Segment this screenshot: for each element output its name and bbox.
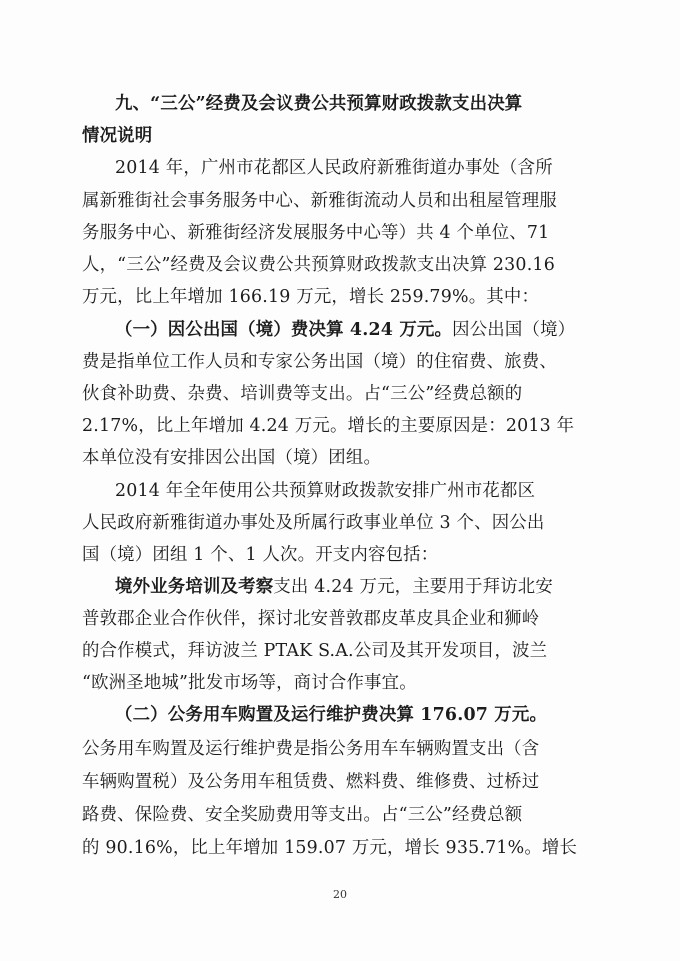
paragraph-line: 人，“三公”经费及会议费公共预算财政拨款支出决算 230.16 (82, 255, 555, 275)
paragraph-line: 2014 年全年使用公共预算财政拨款安排广州市花都区 (115, 481, 536, 501)
paragraph-line: 属新雅街社会事务服务中心、新雅街流动人员和出租屋管理服 (82, 191, 557, 211)
page-number: 20 (333, 888, 347, 901)
subsection-1-text: 因公出国（境） (452, 320, 576, 340)
paragraph-line: 本单位没有安排因公出国（境）团组。 (82, 448, 382, 468)
paragraph-line: 公务用车购置及运行维护费是指公务用车车辆购置支出（含 (82, 739, 540, 759)
expense-item-title: 境外业务培训及考察 (115, 577, 274, 597)
paragraph-line: 2014 年，广州市花都区人民政府新雅街道办事处（含所 (115, 158, 553, 178)
paragraph-line: 2.17%，比上年增加 4.24 万元。增长的主要原因是：2013 年 (82, 416, 575, 436)
paragraph-line: 的 90.16%，比上年增加 159.07 万元，增长 935.71%。增长 (82, 838, 578, 858)
expense-item-first-line (0, 575, 680, 599)
paragraph-line: 万元，比上年增加 166.19 万元，增长 259.79%。其中： (82, 287, 540, 307)
subsection-1-heading: （一）因公出国（境）费决算 4.24 万元。 (115, 320, 453, 340)
paragraph-line: “欧洲圣地城”批发市场等，商讨合作事宜。 (82, 673, 417, 693)
paragraph-line: 车辆购置税）及公务用车租赁费、燃料费、维修费、过桥过 (82, 772, 540, 792)
subsection-1-first-line (0, 318, 680, 342)
paragraph-line: 费是指单位工作人员和专家公务出国（境）的住宿费、旅费、 (82, 352, 557, 372)
section-heading-line-1: 九、“三公”经费及会议费公共预算财政拨款支出决算 (115, 94, 523, 114)
subsection-2-heading: （二）公务用车购置及运行维护费决算 176.07 万元。 (115, 705, 548, 725)
paragraph-line: 国（境）团组 1 个、1 人次。开支内容包括： (82, 545, 439, 565)
paragraph-line: 普敦郡企业合作伙伴，探讨北安普敦郡皮革皮具企业和狮岭 (82, 609, 540, 629)
paragraph-line: 的合作模式，拜访波兰 PTAK S.A.公司及其开发项目，波兰 (82, 641, 548, 661)
paragraph-line: 伙食补助费、杂费、培训费等支出。占“三公”经费总额的 (82, 384, 523, 404)
expense-item-text: 支出 4.24 万元，主要用于拜访北安 (273, 577, 553, 597)
section-heading-line-2: 情况说明 (82, 126, 153, 146)
paragraph-line: 路费、保险费、安全奖励费用等支出。占“三公”经费总额 (82, 805, 523, 825)
paragraph-line: 务服务中心、新雅街经济发展服务中心等）共 4 个单位、71 (82, 223, 550, 243)
paragraph-line: 人民政府新雅街道办事处及所属行政事业单位 3 个、因公出 (82, 513, 545, 533)
